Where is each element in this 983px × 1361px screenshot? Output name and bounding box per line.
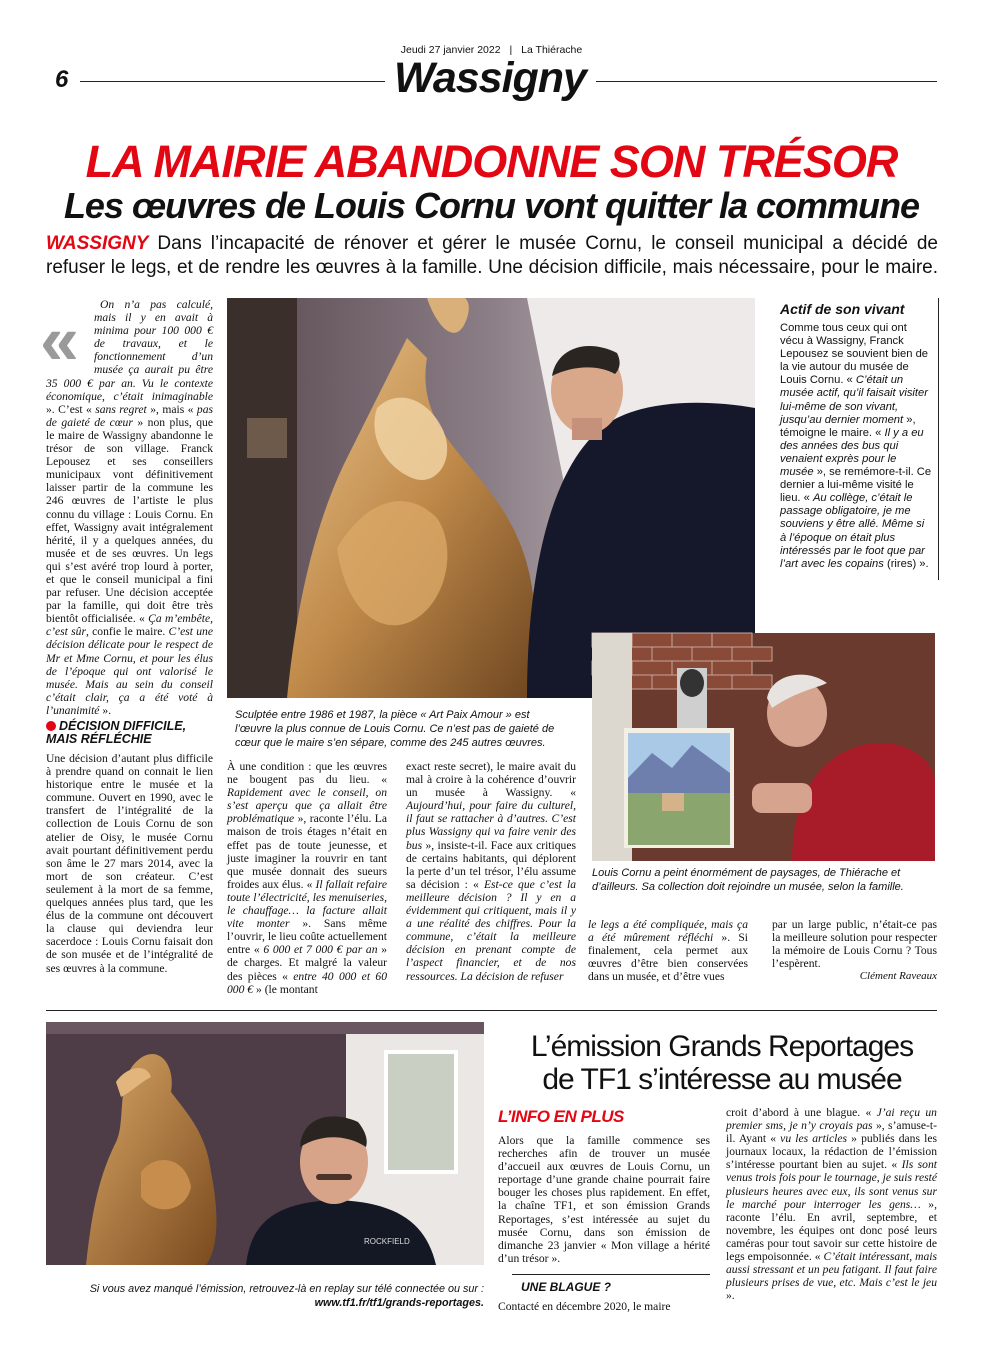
header-separator: | [509,44,513,56]
article-column-2: À une condition : que les œuvres ne bougent pas du lieu. « Rapidement avec le conseil, on s’est aperçu que ça allait être problématique », raconte l’élu. La maison de trois étages n’était en effet pas de toute jeunesse, et juste imaginer la rouvrir en tant que musée donnait des sueurs froides aux élus. « Il fallait refaire toute l’électricité, les menuiseries, le chauffage… la facture allait vite monter ». Sans même l’ouvrir, le lieu coûte actuellement entre « 6 000 et 7 000 € par an » de charges. Et malgré la valeur des pièces « entre 40 000 et 60 000 € » (le montant [227,760,388,996]
header-rule-left [80,81,385,82]
article-headline: LA MAIRIE ABANDONNE SON TRÉSOR [85,136,898,187]
article-separator [46,1010,937,1011]
header-date: Jeudi 27 janvier 2022 [400,44,501,56]
header-publication: La Thiérache [521,44,583,56]
section-title: Wassigny [394,54,586,102]
article2-subhead-rule [512,1274,710,1275]
article2-column-1-end: Contacté en décembre 2020, le maire [498,1300,671,1313]
sidebar-text: Comme tous ceux qui ont vécu à Wassigny, Franck Lepousez se souvient bien de la vie autour du musée de Louis Cornu. « C’était un musée actif, qu’il faisait visiter lui-même de son vivant, jusqu’au dernier moment », témoigne le maire. « Il y a eu des années des bus qui venaient exprès pour le musée », se remémore-t-il. Ce dernier a lui-même visité le lieu. « Au collège, c’était le passage obligatoire, je me souviens y être allé. Même si à l’époque on était plus intéressés par le foot que par l’art avec les copains (rires) ». [780,322,932,570]
sidebar-title: Actif de son vivant [780,301,905,317]
quote-mark: « [40,301,79,379]
page-number: 6 [55,66,69,93]
mayor-sculpture-illustration [46,1022,484,1265]
article-signature: Clément Raveaux [859,970,937,982]
article2-kicker: L’INFO EN PLUS [498,1107,624,1126]
article-column-5: par un large public, n’était-ce pas la meilleure solution pour respecter la mémoire de Louis Cornu ? Tous l’espèrent. [772,918,937,971]
article2-headline: L’émission Grands Reportages de TF1 s’intéresse au musée [530,1030,914,1096]
article-subheadline: Les œuvres de Louis Cornu vont quitter la commune [63,185,920,226]
article-column-4: le legs a été compliquée, mais ça a été mûrement réfléchi ». Si finalement, cela permet aux œuvres d’être bien conservées dans un musée, et d’être vues [588,918,748,984]
photo-sculpture-caption: Sculptée entre 1986 et 1987, la pièce « Art Paix Amour » est l’œuvre la plus connue de Louis Cornu. Ce n’est pas de gaieté de cœur que le maire s’en sépare, comme des 245 autres œuvres. [235,709,555,749]
subhead-decision: DÉCISION DIFFICILE, MAIS RÉFLÉCHIE [46,719,187,746]
louis-cornu-illustration [592,633,935,861]
photo-replay-caption: Si vous avez manqué l’émission, retrouvez-là en replay sur télé connectée ou sur : www.tf1.fr/tf1/grands-reportages. [89,1283,484,1309]
article-lead [46,232,938,280]
photo-mayor-sculpture [46,1022,484,1265]
article2-subhead: UNE BLAGUE ? [521,1280,611,1294]
article2-column-1: Alors que la famille commence ses recherches afin de trouver un musée d’accueil aux œuvres de Louis Cornu, un reportage d’une grande chaine pourrait faire bouger les choses plus rapidement. En effet, la chaîne TF1, et son émission Grands Reportages, s’est intéressée au sujet du musée Cornu, dans son émission de dimanche 23 janvier « Mon village a hérité d’un trésor ». [498,1134,710,1265]
article-column-3: exact reste secret), le maire avait du mal à croire à la cohérence d’ouvrir un musée à Wassigny. « Aujourd’hui, pour faire du culturel, il faut se rattacher à d’autres. C’est plus Wassigny qui va faire venir des bus », insiste-t-il. Face aux critiques de certains habitants, qui déplorent la perte d’un tel trésor, l’élu assume sa décision : « Est-ce que c’est la meilleure décision ? Il y en a évidemment qui critiquent, mais il y a une réalité des chiffres. Pour la commune, c’était la meilleure décision en prenant compte de l’aspect financier, et de nos ressources. La décision de refuser [406,760,577,983]
sidebar-rule [938,298,939,580]
lead-text: Dans l’incapacité de rénover et gérer le musée Cornu, le conseil municipal a décidé de refuser le legs, et de rendre les œuvres à la famille. Une décision difficile, mais nécessaire, pour le maire. [46,233,938,278]
article-column-1-bottom: Une décision d’autant plus difficile à prendre quand on connait le lien historique entre le musée et la commune. Ouvert en 1990, avec le transfert de l’intégralité de la collection de Louis Cornu de son atelier de Oisy, le musée Cornu avait pourtant définitivement perdu son âme le 27 mars 2014, avec la mort de son créateur. C’est seulement à la mort de sa femme, quelques années plus tard, que les élus de la commune ont découvert la clause qui deviendra leur sacerdoce : Louis Cornu faisait don de son musée et de l’intégralité de ses œuvres à la commune. [46,752,213,975]
sweater-logo-text: ROCKFIELD [364,1237,410,1246]
photo-cornu-caption: Louis Cornu a peint énormément de paysages, de Thiérache et d’ailleurs. Sa collection doit rejoindre un musée, selon la famille. [592,867,904,893]
article2-column-2: croit d’abord à une blague. « J’ai reçu un premier sms, je n’y croyais pas », s’amuse-t-il. Ayant « vu les articles » publiés dans les journaux locaux, la rédaction de l’émission s’intéresse pourtant bien au sujet. « Ils sont venus trois fois pour le tournage, je suis resté plusieurs heures avec eux, ils sont venus sur le marché pour interroger les gens… », raconte l’élu. En avril, septembre, et novembre, les équipes ont donc posé leurs caméras pour tout savoir sur cette histoire de legs empoisonnée. « C’était intéressant, mais aussi stressant et un peu fatigant. Il faut faire plusieurs prises de vue, etc. Mais c’est le jeu ». [726,1106,937,1303]
lead-place: WASSIGNY [46,233,149,254]
article-column-1: On n’a pas calculé, mais il y en avait à minima pour 100 000 € de travaux, et le fonctionnement d’un musée ça aurait pu être 35 000 € par an. Vu le contexte économique, c’était inimaginable ». C’est « sans regret », mais « pas de gaieté de cœur » non plus, que le maire de Wassigny abandonne le trésor de son village. Franck Lepousez et ses conseillers municipaux vont définitivement laisser partir de la commune les 246 œuvres de l’artiste le plus connu du village : Louis Cornu. En effet, Wassigny avait intégralement hérité, il y a quelques années, du musée et de ses œuvres. Un legs qui s’est avéré trop lourd à porter, et que le conseil municipal a fini par refuser. Une décision acceptée par la famille, qui doit être très bientôt officialisée. « Ça m’embête, c’est sûr, confie le maire. C’est une décision délicate pour le respect de Mr et Mme Cornu, et pour les élus de l’époque qui ont valorisé le musée. Mais au sein du conseil c’était clair, ça a été voté à l’unanimité ». [46,298,213,717]
photo-louis-cornu [592,633,935,861]
bullet-dot [46,721,56,731]
header-rule-right [596,81,937,82]
